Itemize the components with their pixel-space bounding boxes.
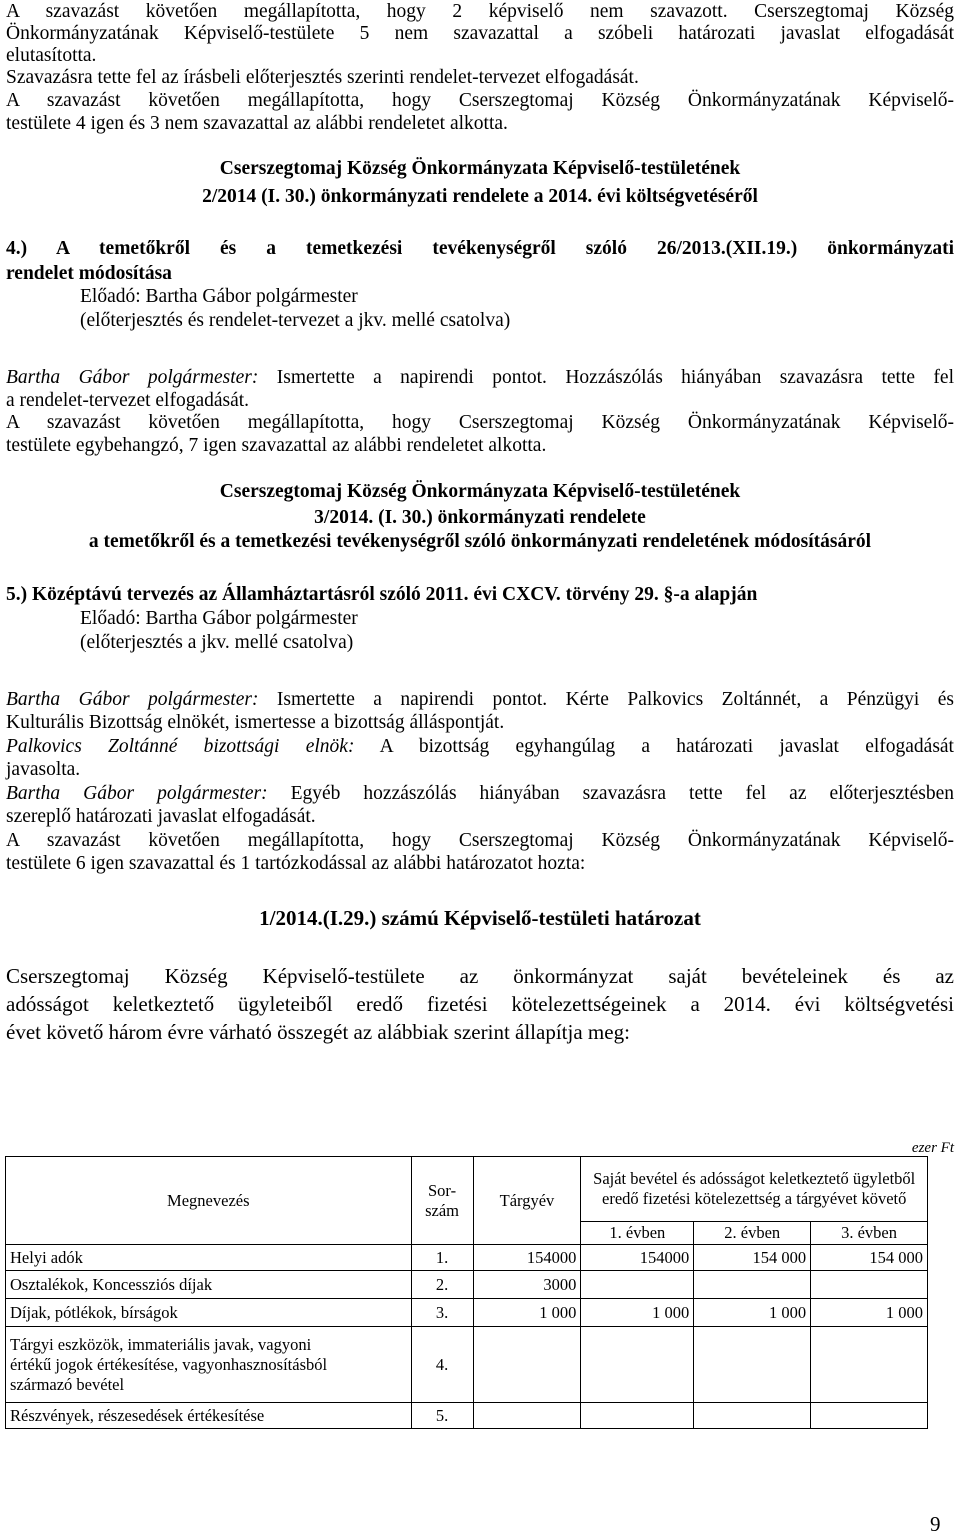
paragraph-line: javasolta.: [6, 759, 81, 780]
resolution-heading: 1/2014.(I.29.) számú Képviselő-testületi határozat: [259, 906, 701, 930]
cell-y3: 154 000: [811, 1245, 928, 1271]
paragraph-line: szereplő határozati javaslat elfogadását.: [6, 806, 316, 827]
decree-heading: Cserszegtomaj Község Önkormányzata Képviselő-testületének: [219, 158, 741, 179]
cell-num: 3.: [411, 1299, 473, 1327]
decree-heading: 2/2014 (I. 30.) önkormányzati rendelete a 2014. évi költségvetéséről: [202, 186, 758, 207]
presenter-line: Előadó: Bartha Gábor polgármester: [80, 608, 358, 629]
cell-year: 1 000: [473, 1299, 581, 1327]
paragraph-line: [6, 366, 954, 390]
table-row: [6, 1245, 928, 1271]
cell-y1: [581, 1403, 694, 1429]
paragraph-line: A szavazást követően megállapította, hogy 2 képviselő nem szavazott. Cserszegtomaj Község: [6, 1, 954, 22]
table-row: [6, 1403, 928, 1429]
header-name: Megnevezés: [6, 1157, 412, 1245]
resolution-line: évet követő három évre várható összegét az alábbiak szerint állapítja meg:: [6, 1020, 630, 1044]
cell-y2: 154 000: [694, 1245, 811, 1271]
cell-year: [473, 1327, 581, 1403]
cell-y2: [694, 1403, 811, 1429]
paragraph-line: a rendelet-tervezet elfogadását.: [6, 390, 250, 411]
paragraph-line: [6, 735, 954, 759]
cell-num: 4.: [411, 1327, 473, 1403]
cell-name: Részvények, részesedések értékesítése: [6, 1403, 412, 1429]
header-year: Tárgyév: [473, 1157, 581, 1245]
cell-y3: [811, 1327, 928, 1403]
decree-heading: Cserszegtomaj Község Önkormányzata Képviselő-testületének: [219, 481, 741, 502]
paragraph-line: A szavazást követően megállapította, hogy Cserszegtomaj Község Önkormányzatának Képviselő-: [6, 90, 954, 111]
cell-y3: [811, 1271, 928, 1299]
page-number: 9: [930, 1512, 941, 1536]
decree-heading: 3/2014. (I. 30.) önkormányzati rendelete: [314, 507, 646, 528]
speaker-text: Ismertette a napirendi pontot. Kérte Palkovics Zoltánnét, a Pénzügyi és: [258, 689, 954, 710]
cell-name: Helyi adók: [6, 1245, 412, 1271]
speaker-text: Ismertette a napirendi pontot. Hozzászólás hiányában szavazásra tette fel: [258, 367, 954, 388]
table-row: [6, 1271, 928, 1299]
cell-year: [473, 1403, 581, 1429]
cell-y1: [581, 1271, 694, 1299]
speaker-name: Bartha Gábor polgármester:: [6, 689, 259, 710]
speaker-name: Bartha Gábor polgármester:: [6, 367, 259, 388]
agenda-item-title: rendelet módosítása: [6, 263, 172, 284]
paragraph-line: Szavazásra tette fel az írásbeli előterjesztés szerinti rendelet-tervezet elfogadását.: [6, 67, 639, 88]
paragraph-line: A szavazást követően megállapította, hogy Cserszegtomaj Község Önkormányzatának Képviselő-: [6, 412, 954, 433]
cell-num: 1.: [411, 1245, 473, 1271]
resolution-line: adósságot keletkeztető ügyleteiből eredő fizetési kötelezettségeinek a 2014. évi költségvetési: [6, 992, 954, 1016]
table-row: [6, 1327, 928, 1403]
budget-table: [5, 1156, 928, 1429]
paragraph-line: [6, 688, 954, 712]
agenda-item-title: 4.) A temetőkről és a temetkezési tevékenységről szóló 26/2013.(XII.19.) önkormányzati: [6, 238, 954, 259]
attachment-note: (előterjesztés a jkv. mellé csatolva): [80, 632, 354, 653]
paragraph-line: testülete egybehangzó, 7 igen szavazattal az alábbi rendeletet alkotta.: [6, 435, 547, 456]
cell-year: 3000: [473, 1271, 581, 1299]
speaker-text: A bizottság egyhangúlag a határozati javaslat elfogadását: [354, 736, 954, 757]
decree-heading: a temetőkről és a temetkezési tevékenységről szóló önkormányzati rendeletének módosításáról: [88, 531, 872, 552]
presenter-line: Előadó: Bartha Gábor polgármester: [80, 286, 358, 307]
header-row-number: Sor-szám: [411, 1157, 473, 1245]
speaker-name: Bartha Gábor polgármester:: [6, 783, 268, 804]
paragraph-line: Önkormányzatának Képviselő-testülete 5 nem szavazattal a szóbeli határozati javaslat elfogadását: [6, 23, 954, 44]
table-unit-label: ezer Ft: [911, 1140, 954, 1156]
paragraph-line: elutasította.: [6, 45, 97, 66]
cell-y3: 1 000: [811, 1299, 928, 1327]
paragraph-line: testülete 6 igen szavazattal és 1 tartózkodással az alábbi határozatot hozta:: [6, 853, 586, 874]
speaker-name: Palkovics Zoltánné bizottsági elnök:: [6, 736, 355, 757]
paragraph-line: Kulturális Bizottság elnökét, ismertesse a bizottság álláspontját.: [6, 712, 505, 733]
cell-name: Tárgyi eszközök, immateriális javak, vagyoni értékű jogok értékesítése, vagyonhasznosításból származó bevétel: [6, 1327, 412, 1403]
cell-num: 5.: [411, 1403, 473, 1429]
table-row: [6, 1299, 928, 1327]
cell-y1: 154000: [581, 1245, 694, 1271]
header-year-3: 3. évben: [811, 1222, 928, 1245]
resolution-line: Cserszegtomaj Község Képviselő-testülete az önkormányzat saját bevételeinek és az: [6, 964, 954, 988]
header-year-1: 1. évben: [581, 1222, 694, 1245]
paragraph-line: [6, 782, 954, 806]
attachment-note: (előterjesztés és rendelet-tervezet a jkv. mellé csatolva): [80, 310, 511, 331]
cell-y1: [581, 1327, 694, 1403]
cell-y1: 1 000: [581, 1299, 694, 1327]
paragraph-line: A szavazást követően megállapította, hogy Cserszegtomaj Község Önkormányzatának Képviselő-: [6, 830, 954, 851]
header-year-2: 2. évben: [694, 1222, 811, 1245]
cell-year: 154000: [473, 1245, 581, 1271]
cell-y3: [811, 1403, 928, 1429]
cell-y2: [694, 1327, 811, 1403]
cell-name: Osztalékok, Koncessziós díjak: [6, 1271, 412, 1299]
header-following-years: Saját bevétel és adósságot keletkeztető ügyletből eredő fizetési kötelezettség a tárgyévet követő: [581, 1157, 928, 1222]
cell-num: 2.: [411, 1271, 473, 1299]
speaker-text: Egyéb hozzászólás hiányában szavazásra tette fel az előterjesztésben: [267, 783, 955, 804]
agenda-item-title: 5.) Középtávú tervezés az Államháztartásról szóló 2011. évi CXCV. törvény 29. §-a alapján: [6, 584, 758, 605]
cell-name: Díjak, pótlékok, bírságok: [6, 1299, 412, 1327]
paragraph-line: testülete 4 igen és 3 nem szavazattal az alábbi rendeletet alkotta.: [6, 113, 508, 134]
cell-y2: [694, 1271, 811, 1299]
cell-y2: 1 000: [694, 1299, 811, 1327]
